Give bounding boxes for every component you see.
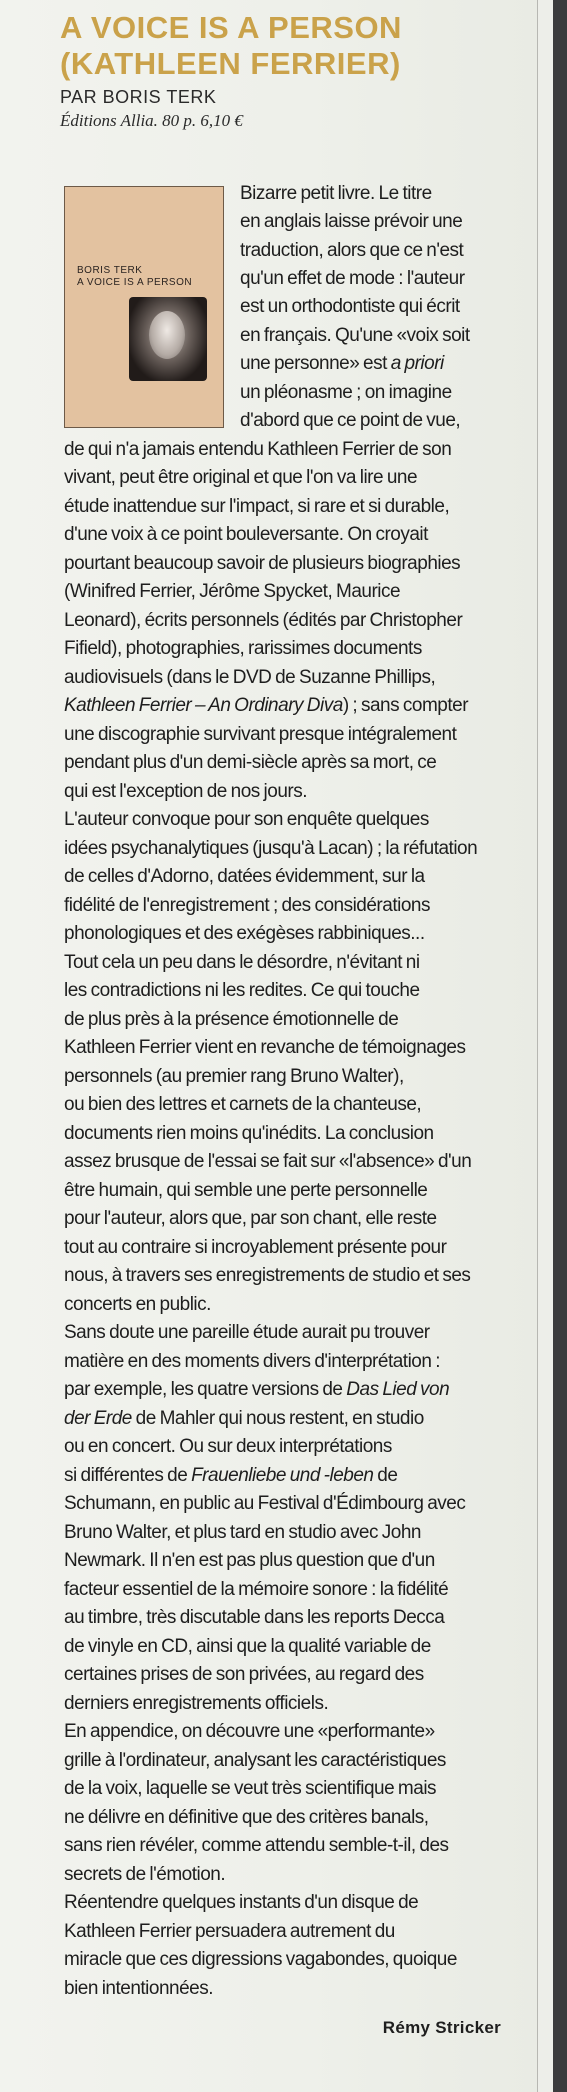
text-line: Sans doute une pareille étude aurait pu trouver bbox=[64, 1322, 430, 1343]
text-line: tout au contraire si incroyablement présente pour bbox=[64, 1237, 447, 1258]
text-line: est un orthodontiste qui écrit bbox=[240, 296, 460, 317]
text-line: Bizarre petit livre. Le titre bbox=[240, 183, 432, 204]
text-line: d'abord que ce point de vue, bbox=[240, 410, 461, 431]
text-line: en anglais laisse prévoir une bbox=[240, 211, 463, 232]
text-line: audiovisuels (dans le DVD de Suzanne Phillips, bbox=[64, 667, 436, 688]
text-line: grille à l'ordinateur, analysant les caractéristiques bbox=[64, 1750, 446, 1771]
author-byline: PAR BORIS TERK bbox=[60, 87, 217, 107]
page-edge-divider bbox=[537, 0, 538, 2092]
publication-info: Éditions Allia. 80 p. 6,10 € bbox=[60, 111, 243, 130]
text-line: de vinyle en CD, ainsi que la qualité variable de bbox=[64, 1636, 431, 1657]
text-line: nous, à travers ses enregistrements de studio et ses bbox=[64, 1265, 471, 1286]
cover-author: BORIS TERK bbox=[77, 265, 143, 276]
book-cover-image bbox=[64, 186, 224, 428]
text-line: bien intentionnées. bbox=[64, 1978, 214, 1999]
text-line: phonologiques et des exégèses rabbiniques... bbox=[64, 923, 425, 944]
text-line: si différentes de Frauenliebe und -leben de bbox=[64, 1465, 398, 1486]
text-line: de qui n'a jamais entendu Kathleen Ferrier de son bbox=[64, 439, 452, 460]
text-line: ne délivre en définitive que des critères banals, bbox=[64, 1807, 429, 1828]
text-line: pendant plus d'un demi-siècle après sa mort, ce bbox=[64, 752, 437, 773]
text-line: au timbre, très discutable dans les reports Decca bbox=[64, 1607, 445, 1628]
text-line: L'auteur convoque pour son enquête quelques bbox=[64, 809, 429, 830]
text-line: (Winifred Ferrier, Jérôme Spycket, Maurice bbox=[64, 581, 401, 602]
text-line: Fifield), photographies, rarissimes documents bbox=[64, 638, 422, 659]
text-line: ou bien des lettres et carnets de la chanteuse, bbox=[64, 1094, 422, 1115]
text-line: d'une voix à ce point bouleversante. On croyait bbox=[64, 524, 428, 545]
text-line: une discographie survivant presque intégralement bbox=[64, 724, 457, 745]
text-line: de celles d'Adorno, datées évidemment, sur la bbox=[64, 866, 425, 887]
text-line: der Erde de Mahler qui nous restent, en studio bbox=[64, 1408, 424, 1429]
text-line: Kathleen Ferrier persuadera autrement du bbox=[64, 1921, 395, 1942]
text-line: de la voix, laquelle se veut très scientifique mais bbox=[64, 1778, 437, 1799]
text-line: un pléonasme ; on imagine bbox=[240, 382, 452, 403]
article-title: A VOICE IS A PERSON bbox=[60, 10, 402, 45]
page-gutter bbox=[553, 0, 567, 2092]
text-line: une personne» est a priori bbox=[240, 353, 444, 374]
text-line: pour l'auteur, alors que, par son chant, elle reste bbox=[64, 1208, 437, 1229]
text-line: sans rien révéler, comme attendu semble-t-il, des bbox=[64, 1835, 449, 1856]
text-line: assez brusque de l'essai se fait sur «l'absence» d'un bbox=[64, 1151, 472, 1172]
text-line: être humain, qui semble une perte personnelle bbox=[64, 1180, 428, 1201]
text-line: En appendice, on découvre une «performante» bbox=[64, 1721, 435, 1742]
text-line: personnels (au premier rang Bruno Walter), bbox=[64, 1066, 404, 1087]
text-line: Kathleen Ferrier vient en revanche de témoignages bbox=[64, 1037, 466, 1058]
article-title-subline: (KATHLEEN FERRIER) bbox=[60, 46, 401, 81]
text-line: qu'un effet de mode : l'auteur bbox=[240, 268, 465, 289]
text-line: miracle que ces digressions vagabondes, quoique bbox=[64, 1949, 457, 1970]
text-line: fidélité de l'enregistrement ; des considérations bbox=[64, 895, 430, 916]
text-line: par exemple, les quatre versions de Das Lied von bbox=[64, 1379, 450, 1400]
cover-title: A VOICE IS A PERSON bbox=[77, 277, 193, 288]
text-line: qui est l'exception de nos jours. bbox=[64, 781, 308, 802]
text-line: matière en des moments divers d'interprétation : bbox=[64, 1351, 440, 1372]
text-line: Tout cela un peu dans le désordre, n'évitant ni bbox=[64, 952, 420, 973]
text-line: Newmark. Il n'en est pas plus question que d'un bbox=[64, 1550, 435, 1571]
text-line: vivant, peut être original et que l'on va lire une bbox=[64, 467, 418, 488]
text-line: Bruno Walter, et plus tard en studio avec John bbox=[64, 1522, 421, 1543]
text-line: certaines prises de son privées, au regard des bbox=[64, 1664, 424, 1685]
text-line: facteur essentiel de la mémoire sonore : la fidélité bbox=[64, 1579, 449, 1600]
text-line: Réentendre quelques instants d'un disque de bbox=[64, 1892, 419, 1913]
text-line: en français. Qu'une «voix soit bbox=[240, 325, 470, 346]
text-line: concerts en public. bbox=[64, 1294, 211, 1315]
text-line: Kathleen Ferrier – An Ordinary Diva) ; sans compter bbox=[64, 695, 469, 716]
text-line: documents rien moins qu'inédits. La conclusion bbox=[64, 1123, 434, 1144]
text-line: les contradictions ni les redites. Ce qui touche bbox=[64, 980, 420, 1001]
text-line: idées psychanalytiques (jusqu'à Lacan) ; la réfutation bbox=[64, 838, 478, 859]
text-line: Schumann, en public au Festival d'Édimbourg avec bbox=[64, 1493, 466, 1514]
text-line: secrets de l'émotion. bbox=[64, 1864, 226, 1885]
text-line: traduction, alors que ce n'est bbox=[240, 240, 464, 261]
text-line: de plus près à la présence émotionnelle de bbox=[64, 1009, 399, 1030]
author-signature: Rémy Stricker bbox=[382, 2018, 501, 2037]
article-header bbox=[60, 10, 402, 132]
text-line: ou en concert. Ou sur deux interprétations bbox=[64, 1436, 392, 1457]
text-line: Leonard), écrits personnels (édités par Christopher bbox=[64, 610, 463, 631]
text-line: derniers enregistrements officiels. bbox=[64, 1693, 329, 1714]
text-line: pourtant beaucoup savoir de plusieurs biographies bbox=[64, 553, 461, 574]
text-line: étude inattendue sur l'impact, si rare et si durable, bbox=[64, 496, 450, 517]
cover-portrait-photo bbox=[129, 297, 207, 381]
